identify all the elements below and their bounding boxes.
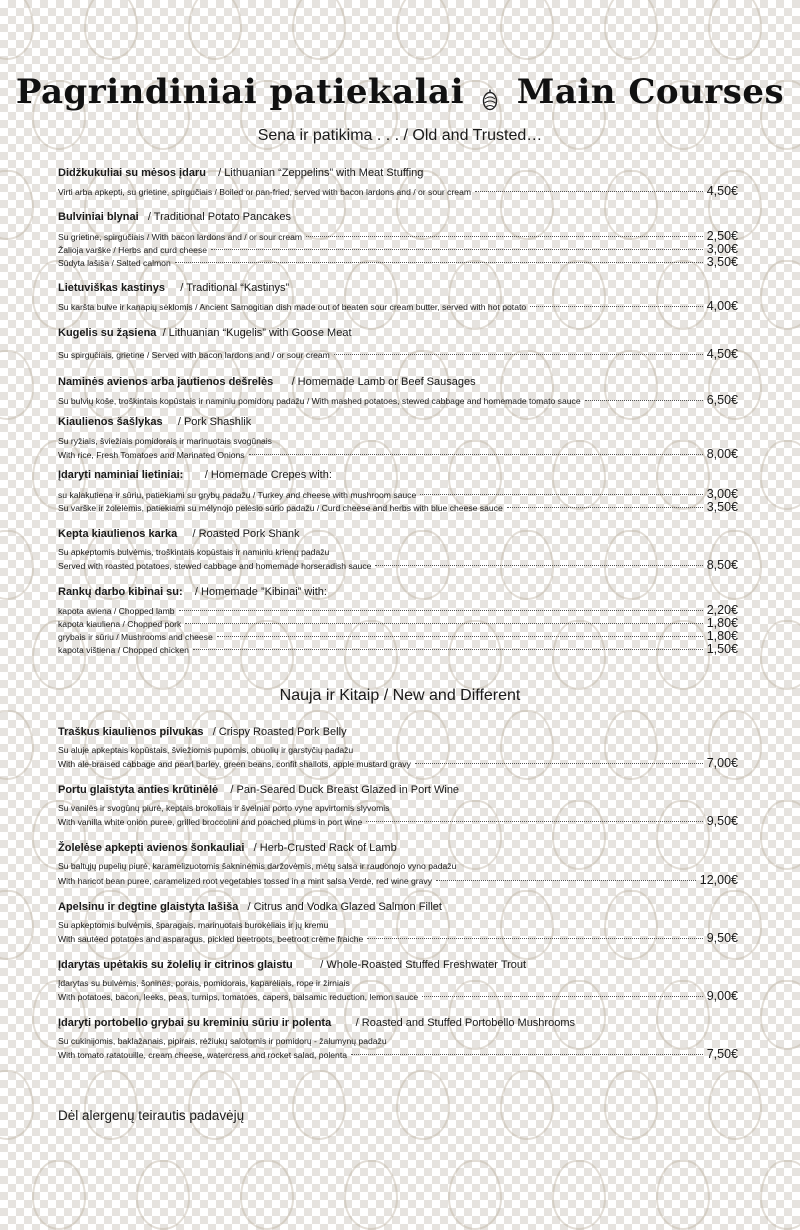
dish-title bbox=[58, 784, 459, 796]
menu-line-text: Su bulvių koše, troškintais kopūstais ir naminiu pomidorų padažu / With mashed potatoes, stewed cabbage and homemade tomato sauce bbox=[58, 396, 581, 406]
price: 1,50€ bbox=[706, 642, 738, 656]
dot-leader bbox=[530, 306, 703, 307]
menu-line bbox=[58, 487, 738, 500]
dish-english-name: / Homemade Lamb or Beef Sausages bbox=[291, 376, 476, 388]
hop-motif-icon bbox=[448, 260, 502, 330]
dish-title bbox=[58, 1017, 575, 1029]
title-english: Main Courses bbox=[516, 72, 785, 112]
price: 2,20€ bbox=[706, 603, 738, 617]
dish-title bbox=[58, 376, 476, 388]
section-title-old-and-trusted: Sena ir patikima . . . / Old and Trusted… bbox=[257, 127, 543, 144]
hop-motif-icon bbox=[500, 890, 554, 960]
menu-description-lt: Su aluje apkeptais kopūstais, šviežiomis pupomis, obuolių ir garstyčių padažu bbox=[58, 745, 354, 755]
hop-motif-icon bbox=[84, 0, 138, 60]
menu-line-text: Su karšta bulve ir kanapių sėklomis / Ancient Samogitian dish made out of beaten sour cream butter, served with hot potato bbox=[58, 302, 527, 312]
dish-name: Rankų darbo kibinai su: bbox=[58, 586, 183, 598]
dish-english-name: / Roasted and Stuffed Portobello Mushrooms bbox=[355, 1017, 575, 1029]
hop-motif-icon bbox=[396, 1070, 450, 1140]
price: 1,80€ bbox=[706, 616, 738, 630]
hop-motif-icon bbox=[552, 260, 606, 330]
dish-name: Traškus kiaulienos pilvukas bbox=[58, 726, 204, 738]
hop-motif-icon bbox=[448, 800, 502, 870]
menu-description-lt: Su ryžiais, šviežiais pomidorais ir marinuotais svogūnais bbox=[58, 436, 272, 446]
hop-motif-icon bbox=[708, 890, 762, 960]
hop-motif-icon bbox=[396, 0, 450, 60]
dish-name: Kiaulienos šašlykas bbox=[58, 416, 163, 428]
hop-motif-icon bbox=[604, 0, 658, 60]
dot-leader bbox=[211, 249, 703, 250]
dot-leader bbox=[415, 763, 703, 764]
menu-line-text: With ale-braised cabbage and pearl barley, green beans, confit shallots, apple mustard gravy bbox=[58, 759, 411, 769]
hop-motif-icon bbox=[760, 1160, 800, 1230]
price: 1,80€ bbox=[706, 629, 738, 643]
hop-motif-icon bbox=[32, 1160, 86, 1230]
dot-leader bbox=[507, 507, 703, 508]
dish-title bbox=[58, 416, 251, 428]
menu-line-text: kapota vištiena / Chopped chicken bbox=[58, 645, 189, 655]
dish-name: Kepta kiaulienos karka bbox=[58, 528, 178, 540]
dish-title bbox=[58, 901, 442, 913]
dish-name: Kugelis su žąsiena bbox=[58, 327, 157, 339]
menu-line-text: Sūdyta lašiša / Salted calmon bbox=[58, 258, 171, 268]
dish-english-name: / Homemade Crepes with: bbox=[204, 469, 332, 481]
hop-motif-icon bbox=[396, 710, 450, 780]
dish-name: Bulviniai blynai bbox=[58, 211, 139, 223]
dish-english-name: / Pan-Seared Duck Breast Glazed in Port Wine bbox=[230, 784, 460, 796]
dish-english-name: / Lithuanian “Zeppelins” with Meat Stuffing bbox=[218, 167, 424, 179]
hop-motif-icon bbox=[604, 890, 658, 960]
dish-title bbox=[58, 726, 347, 738]
hop-motif-icon bbox=[760, 980, 800, 1050]
hop-motif-icon bbox=[604, 350, 658, 420]
menu-line bbox=[58, 229, 738, 242]
hop-motif-icon bbox=[500, 0, 554, 60]
menu-description-lt: Su cukinijomis, baklažanais, pipirais, rėžiukų salotomis ir pomidorų - žalumynų padažu bbox=[58, 1036, 387, 1046]
hop-motif-icon bbox=[760, 620, 800, 690]
dot-leader bbox=[366, 821, 702, 822]
menu-line-text: kapota aviena / Chopped lamb bbox=[58, 606, 175, 616]
hop-motif-icon bbox=[552, 800, 606, 870]
price: 9,50€ bbox=[706, 814, 738, 828]
menu-line-text: Su grietine, spirgučiais / With bacon lardons and / or sour cream bbox=[58, 232, 303, 242]
price: 4,50€ bbox=[706, 347, 738, 361]
hop-motif-icon bbox=[500, 350, 554, 420]
price: 7,00€ bbox=[706, 756, 738, 770]
dish-name: Naminės avienos arba jautienos dešrelės bbox=[58, 376, 274, 388]
menu-description-lt: Su vanilės ir svogūnų piurė, keptais brokoliais ir švelniai porto vyne apvirtomis slyvomis bbox=[58, 803, 390, 813]
dot-leader bbox=[179, 610, 703, 611]
dot-leader bbox=[334, 354, 703, 355]
hop-motif-icon bbox=[500, 710, 554, 780]
menu-line bbox=[58, 500, 738, 513]
dot-leader bbox=[193, 649, 703, 650]
dot-leader bbox=[375, 565, 702, 566]
hop-motif-icon bbox=[0, 1070, 34, 1140]
dish-name: Lietuviškas kastinys bbox=[58, 282, 166, 294]
dot-leader bbox=[175, 262, 703, 263]
price: 9,50€ bbox=[706, 931, 738, 945]
menu-line bbox=[58, 1047, 738, 1060]
dish-title bbox=[58, 282, 289, 294]
dish-title bbox=[58, 586, 327, 598]
dot-leader bbox=[436, 880, 696, 881]
menu-line bbox=[58, 814, 738, 827]
dot-leader bbox=[422, 996, 703, 997]
menu-description-lt: Su apkeptomis bulvėmis, šparagais, marinuotais burokėliais ir jų kremu bbox=[58, 920, 329, 930]
menu-line-text: Su spirgučiais, grietine / Served with bacon lardons and / or sour cream bbox=[58, 350, 330, 360]
dot-leader bbox=[420, 494, 702, 495]
hop-seal-icon bbox=[482, 80, 498, 102]
dot-leader bbox=[217, 636, 703, 637]
menu-line-text: Su varške ir žolelėmis, patiekiami su mėlynojo pelėsio sūrio padažu / Curd cheese and herbs with blue cheese sauce bbox=[58, 503, 503, 513]
hop-motif-icon bbox=[240, 1160, 294, 1230]
dish-english-name: / Lithuanian “Kugelis” with Goose Meat bbox=[162, 327, 352, 339]
dish-name: Įdarytas upėtakis su žolelių ir citrinos glaistu bbox=[58, 959, 293, 971]
dot-leader bbox=[306, 236, 703, 237]
hop-motif-icon bbox=[760, 260, 800, 330]
dish-title bbox=[58, 842, 397, 854]
menu-line bbox=[58, 989, 738, 1002]
price: 7,50€ bbox=[706, 1047, 738, 1061]
hop-motif-icon bbox=[708, 1070, 762, 1140]
price: 3,00€ bbox=[706, 242, 738, 256]
price: 8,00€ bbox=[706, 447, 738, 461]
dish-english-name: / Citrus and Vodka Glazed Salmon Fillet bbox=[247, 901, 442, 913]
dish-title bbox=[58, 327, 352, 339]
dot-leader bbox=[367, 938, 702, 939]
price: 4,00€ bbox=[706, 299, 738, 313]
hop-motif-icon bbox=[32, 260, 86, 330]
menu-line bbox=[58, 616, 738, 629]
hop-motif-icon bbox=[708, 0, 762, 60]
dish-name: Įdaryti naminiai lietiniai: bbox=[58, 469, 184, 481]
dish-english-name: / Traditional Potato Pancakes bbox=[147, 211, 291, 223]
menu-line bbox=[58, 756, 738, 769]
dish-title bbox=[58, 469, 332, 481]
section-title-new-and-different: Nauja ir Kitaip / New and Different bbox=[279, 687, 521, 704]
dish-name: Žolelėse apkepti avienos šonkauliai bbox=[58, 842, 245, 854]
hop-motif-icon bbox=[656, 1160, 710, 1230]
menu-line bbox=[58, 558, 738, 571]
hop-motif-icon bbox=[136, 260, 190, 330]
dot-leader bbox=[585, 400, 703, 401]
dish-english-name: / Crispy Roasted Pork Belly bbox=[212, 726, 347, 738]
hop-motif-icon bbox=[604, 710, 658, 780]
menu-line-text: Virti arba apkepti, su grietine, spirgučiais / Boiled or pan-fried, served with bacon lardons and / or sour cream bbox=[58, 187, 472, 197]
menu-line bbox=[58, 873, 738, 886]
page-title bbox=[0, 72, 800, 112]
hop-motif-icon bbox=[0, 170, 34, 240]
price: 3,00€ bbox=[706, 487, 738, 501]
dish-english-name: / Roasted Pork Shank bbox=[192, 528, 300, 540]
dish-title bbox=[58, 211, 291, 223]
hop-motif-icon bbox=[500, 1070, 554, 1140]
dot-leader bbox=[475, 191, 703, 192]
menu-line-text: With rice, Fresh Tomatoes and Marinated Onions bbox=[58, 450, 245, 460]
hop-motif-icon bbox=[760, 800, 800, 870]
hop-motif-icon bbox=[292, 0, 346, 60]
menu-line bbox=[58, 447, 738, 460]
hop-motif-icon bbox=[552, 1160, 606, 1230]
hop-motif-icon bbox=[448, 1160, 502, 1230]
hop-motif-icon bbox=[136, 1160, 190, 1230]
menu-line-text: With vanilla white onion puree, grilled broccolini and poached plums in port wine bbox=[58, 817, 363, 827]
menu-line bbox=[58, 931, 738, 944]
menu-description-lt: Su apkeptomis bulvėmis, troškintais kopūstais ir naminiu krienų padažu bbox=[58, 547, 330, 557]
hop-motif-icon bbox=[604, 1070, 658, 1140]
menu-line-text: With sautéed potatoes and asparagus, pickled beetroots, beetroot crème fraiche bbox=[58, 934, 364, 944]
price: 8,50€ bbox=[706, 558, 738, 572]
menu-line-text: Žalioja varške / Herbs and curd cheese bbox=[58, 245, 208, 255]
dish-english-name: / Whole-Roasted Stuffed Freshwater Trout bbox=[320, 959, 527, 971]
menu-line-text: su kalakutiena ir sūriu, patiekiami su grybų padažu / Turkey and cheese with mushroom sauce bbox=[58, 490, 417, 500]
menu-line bbox=[58, 184, 738, 197]
menu-line-text: kapota kiauliena / Chopped pork bbox=[58, 619, 182, 629]
hop-motif-icon bbox=[240, 260, 294, 330]
allergen-note: Dėl alergenų teirautis padavėjų bbox=[58, 1108, 245, 1123]
menu-line-text: With tomato ratatouille, cream cheese, watercress and rocket salad, polenta bbox=[58, 1050, 347, 1060]
dot-leader bbox=[185, 623, 702, 624]
menu-line bbox=[58, 255, 738, 268]
price: 9,00€ bbox=[706, 989, 738, 1003]
hop-motif-icon bbox=[344, 260, 398, 330]
dish-english-name: / Homemade ”Kibinai” with: bbox=[194, 586, 327, 598]
menu-line bbox=[58, 242, 738, 255]
hop-motif-icon bbox=[656, 260, 710, 330]
hop-motif-icon bbox=[0, 710, 34, 780]
hop-motif-icon bbox=[0, 530, 34, 600]
title-lithuanian: Pagrindiniai patiekalai bbox=[15, 72, 464, 112]
hop-motif-icon bbox=[188, 0, 242, 60]
dish-english-name: / Pork Shashlik bbox=[177, 416, 252, 428]
menu-line bbox=[58, 299, 738, 312]
menu-line-text: Served with roasted potatoes, stewed cabbage and homemade horseradish sauce bbox=[58, 561, 372, 571]
hop-motif-icon bbox=[656, 800, 710, 870]
hop-motif-icon bbox=[188, 1070, 242, 1140]
dish-title bbox=[58, 528, 300, 540]
menu-line bbox=[58, 603, 738, 616]
dish-name: Įdaryti portobello grybai su kreminiu sūriu ir polenta bbox=[58, 1017, 332, 1029]
dot-leader bbox=[351, 1054, 703, 1055]
hop-motif-icon bbox=[344, 1160, 398, 1230]
price: 4,50€ bbox=[706, 184, 738, 198]
dish-name: Apelsinu ir degtine glaistyta lašiša bbox=[58, 901, 239, 913]
menu-line-text: With haricot bean puree, caramelized root vegetables tossed in a mint salsa Verde, red wine gravy bbox=[58, 876, 433, 886]
hop-motif-icon bbox=[84, 1070, 138, 1140]
price: 6,50€ bbox=[706, 393, 738, 407]
menu-line-text: grybais ir sūriu / Mushrooms and cheese bbox=[58, 632, 213, 642]
hop-motif-icon bbox=[0, 0, 34, 60]
price: 3,50€ bbox=[706, 255, 738, 269]
dish-title bbox=[58, 959, 526, 971]
hop-motif-icon bbox=[0, 350, 34, 420]
menu-line bbox=[58, 393, 738, 406]
hop-motif-icon bbox=[292, 1070, 346, 1140]
menu-line bbox=[58, 629, 738, 642]
dish-title bbox=[58, 167, 423, 179]
hop-motif-icon bbox=[0, 890, 34, 960]
price: 2,50€ bbox=[706, 229, 738, 243]
dish-english-name: / Traditional “Kastinys” bbox=[180, 282, 290, 294]
dish-english-name: / Herb-Crusted Rack of Lamb bbox=[253, 842, 397, 854]
menu-line bbox=[58, 642, 738, 655]
price: 3,50€ bbox=[706, 500, 738, 514]
dish-name: Didžkukuliai su mėsos įdaru bbox=[58, 167, 206, 179]
price: 12,00€ bbox=[699, 873, 738, 887]
menu-description-lt: Įdarytas su bulvėmis, šoninės, porais, pomidorais, kaparėliais, rope ir žirniais bbox=[58, 978, 350, 988]
dish-name: Portu glaistyta anties krūtinėlė bbox=[58, 784, 219, 796]
menu-line-text: With potatoes, bacon, leeks, peas, turnips, tomatoes, capers, balsamic reduction, lemon sauce bbox=[58, 992, 419, 1002]
dot-leader bbox=[249, 454, 703, 455]
menu-line bbox=[58, 347, 738, 360]
menu-description-lt: Su baltųjų pupelių piurė, karamelizuotomis šakninėmis daržovėmis, mėtų salsa ir raudonojo vyno padažu bbox=[58, 861, 457, 871]
hop-motif-icon bbox=[760, 440, 800, 510]
